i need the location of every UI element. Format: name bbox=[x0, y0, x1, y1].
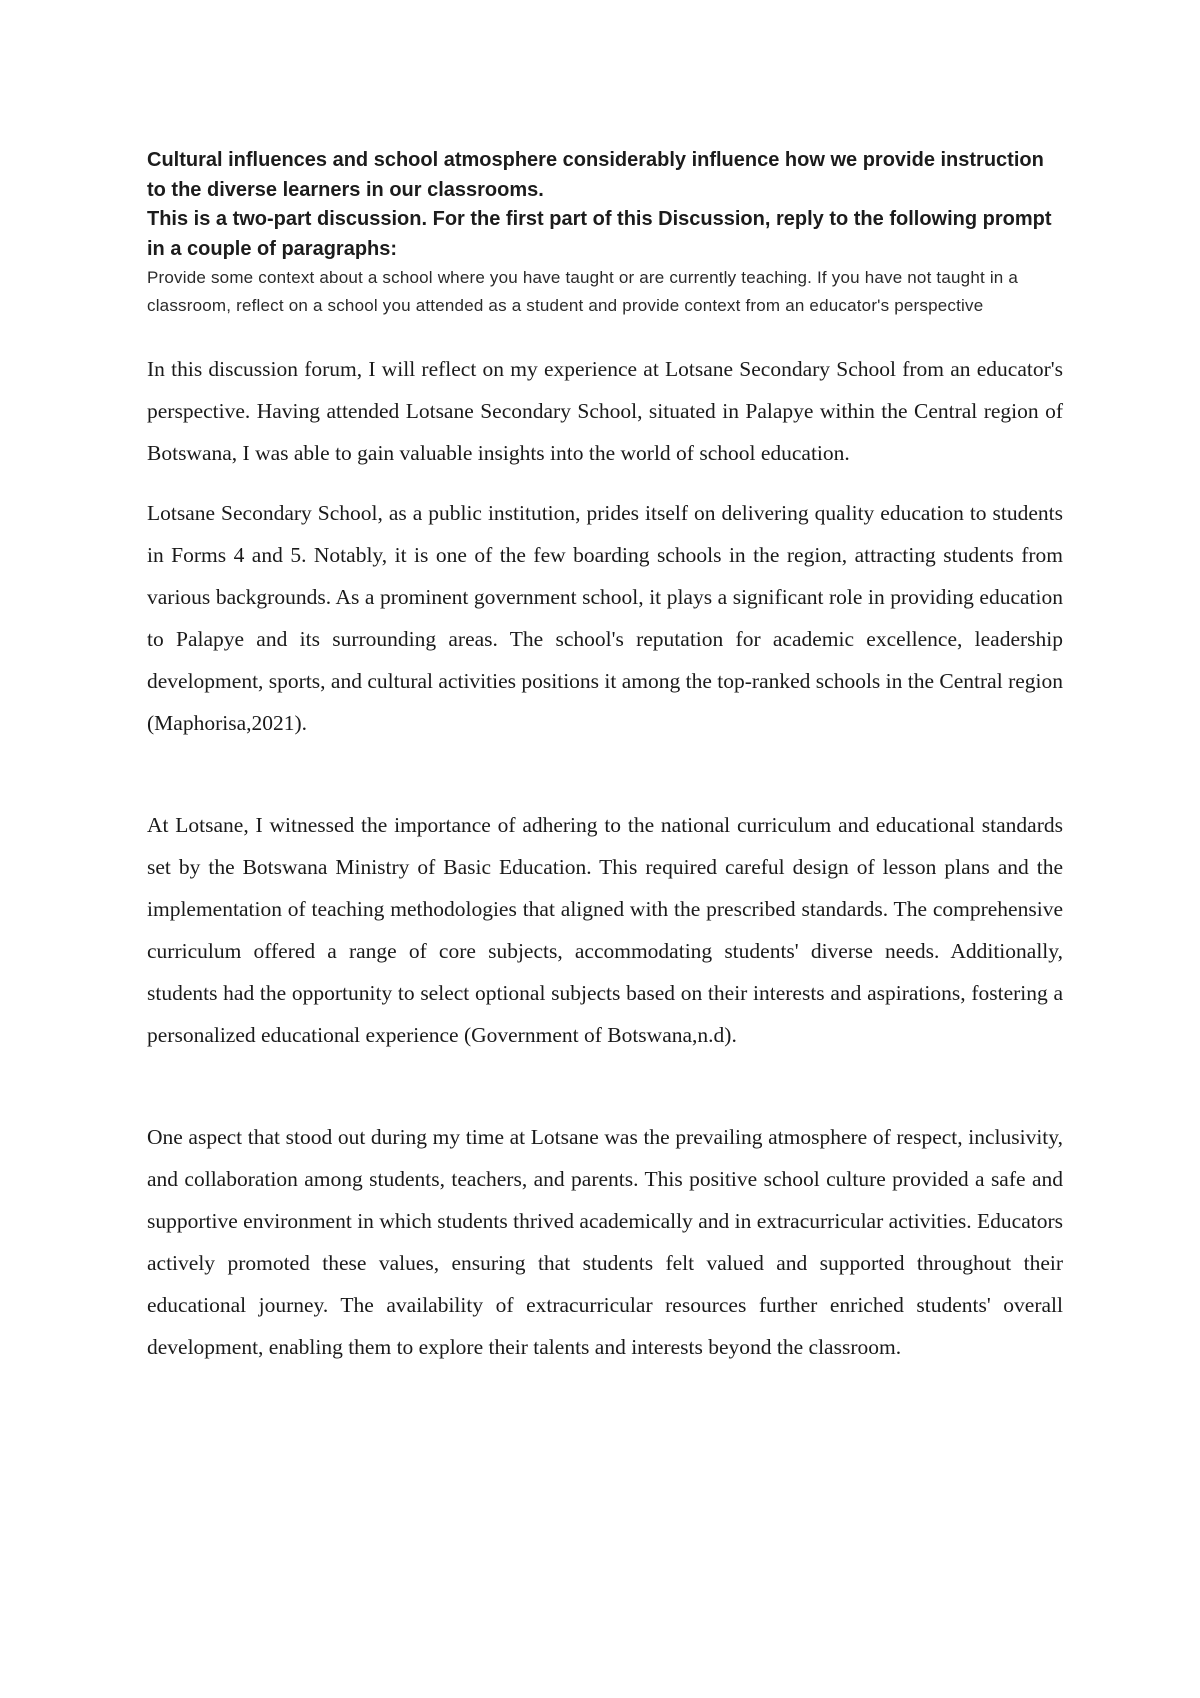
body-paragraph: One aspect that stood out during my time at Lotsane was the prevailing atmosphere of respect, inclusivity, and collaboration among students, teachers, and parents. This positive school culture provided a safe and supportive environment in which students thrived academically and in extracurricular activities. Educators actively promoted these values, ensuring that students felt valued and supported throughout their educational journey. The availability of extracurricular resources further enriched students' overall development, enabling them to explore their talents and interests beyond the classroom. bbox=[147, 1125, 1063, 1359]
prompt-heading-1: Cultural influences and school atmosphere considerably influence how we provide instruction to the diverse learners in our classrooms. bbox=[147, 149, 1044, 201]
body-paragraph: Lotsane Secondary School, as a public institution, prides itself on delivering quality education to students in Forms 4 and 5. Notably, it is one of the few boarding schools in the region, attracting students from various backgrounds. As a prominent government school, it plays a significant role in providing education to Palapye and its surrounding areas. The school's reputation for academic excellence, leadership development, sports, and cultural activities positions it among the top-ranked schools in the Central region (Maphorisa,2021). bbox=[147, 501, 1063, 735]
prompt-instruction: Provide some context about a school where you have taught or are currently teaching. If you have not taught in a classroom, reflect on a school you attended as a student and provide context from an educator's perspective bbox=[147, 268, 1019, 315]
body-paragraph: In this discussion forum, I will reflect on my experience at Lotsane Secondary School from an educator's perspective. Having attended Lotsane Secondary School, situated in Palapye within the Central region of Botswana, I was able to gain valuable insights into the world of school education. bbox=[147, 357, 1063, 465]
body-paragraph: At Lotsane, I witnessed the importance of adhering to the national curriculum and educational standards set by the Botswana Ministry of Basic Education. This required careful design of lesson plans and the implementation of teaching methodologies that aligned with the prescribed standards. The comprehensive curriculum offered a range of core subjects, accommodating students' diverse needs. Additionally, students had the opportunity to select optional subjects based on their interests and aspirations, fostering a personalized educational experience (Government of Botswana,n.d). bbox=[147, 813, 1063, 1047]
document-page bbox=[147, 146, 1063, 1368]
prompt-heading-2: This is a two-part discussion. For the first part of this Discussion, reply to the following prompt in a couple of paragraphs: bbox=[147, 208, 1052, 260]
